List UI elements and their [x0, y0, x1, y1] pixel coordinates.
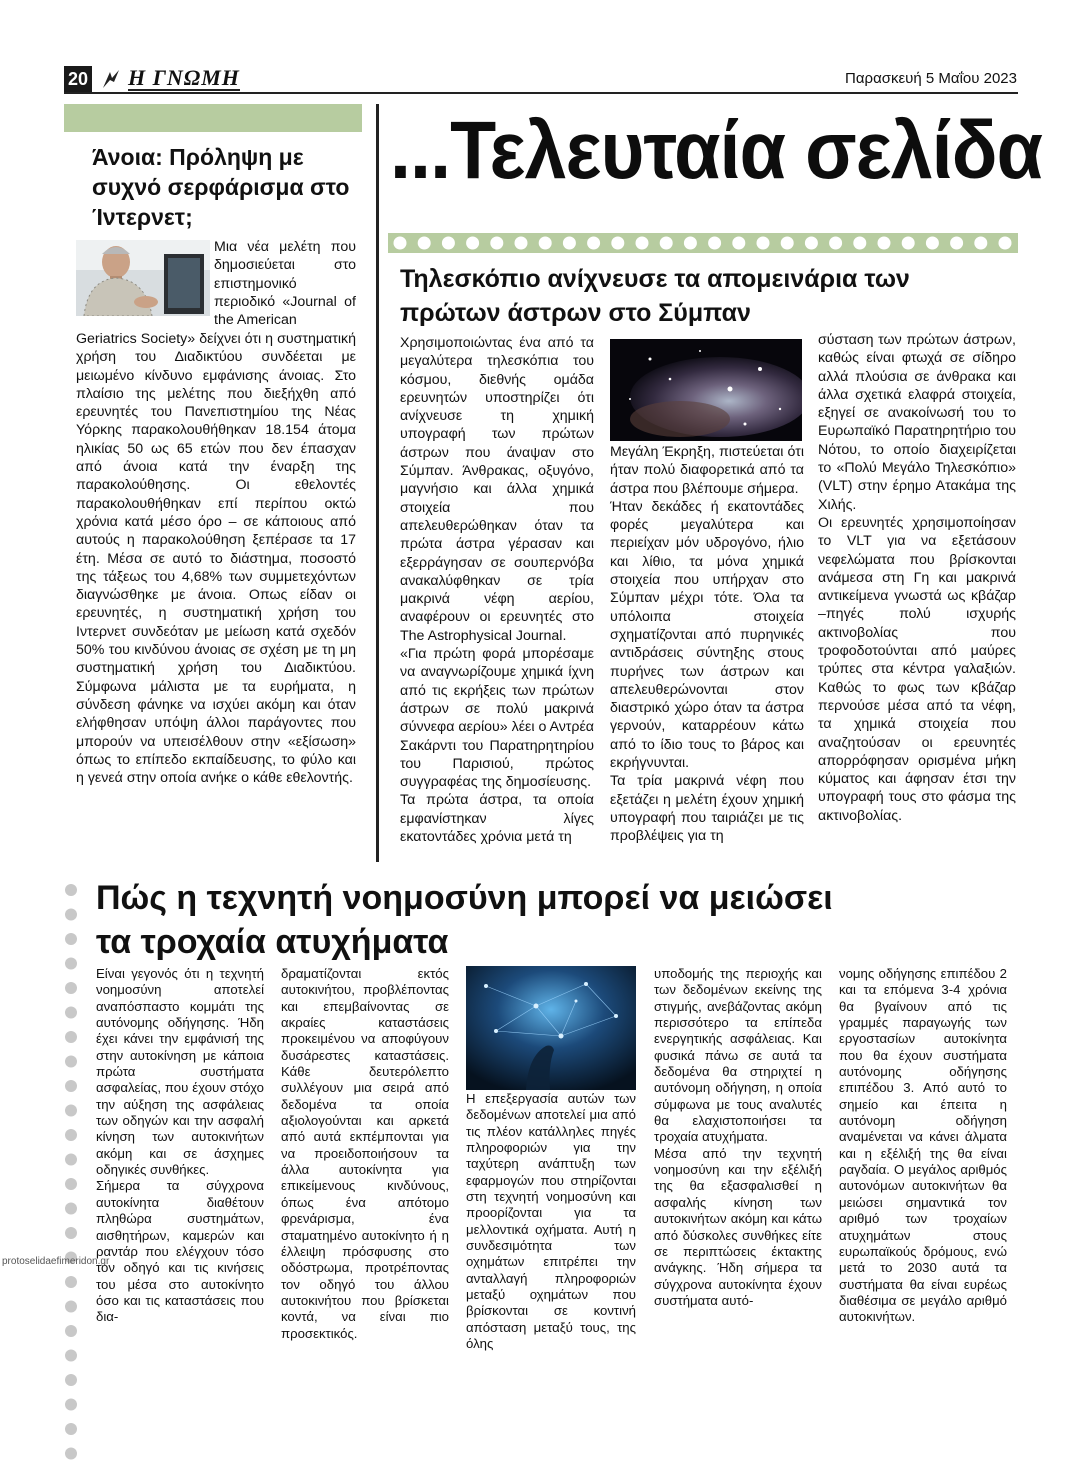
ai-network-photo [466, 966, 636, 1090]
paragraph: «Για πρώτη φορά μπορέσαμε να αναγνωρίζουμε χημικά ίχνη από τις εκρήξεις των πρώτων άστρων σε πολύ μακρινά σύννεφα αερίου» λέει ο Αντρέα Σακάρντι του Παρατηρητηρίου του Παρισιού, πρώτος συγγραφέας της δημοσίευσης. [400, 646, 594, 791]
man-at-computer-image [76, 240, 210, 316]
dementia-body-text: Geriatrics Society» δείχνει ότι η συστηματική χρήση του Διαδικτύου συνδέεται με μειωμένο κίνδυνο εμφάνισης άνοιας. Στο πλαίσιο της μελέτης που διεξήχθη από ερευνητές του Πανεπιστημίου της Νέας Υόρκης παρακολουθήθηκαν 18.154 άτομα ηλικίας 50 ως 65 ετών που δεν έπασχαν από άνοια κατά την έναρξη της παρακολούθησης. Οι εθελοντές παρακολουθήθηκαν επί περίπου οκτώ χρόνια κατά μέσο όρο – σε κάποιους από αυτούς η παρακολούθηση ξεπέρασε τα 17 έτη. Μέσα σε αυτό το διάστημα, ποσοστό της τάξεως του 4,68% των συμμετεχόντων διαγνώσθηκε με άνοια. Οπως είδαν οι ερευνητές, η συστηματική χρήση του Ιντερνετ συνδεόταν με μείωση κατά σχεδόν 50% του κινδύνου άνοιας σε σχέση με τη μη συστηματική χρήση του Διαδικτύου. Σύμφωνα μάλιστα με τα ευρήματα, η σύνδεση φάνηκε να ισχύει ακόμη και όταν ελήφθησαν υπόψη άλλοι παράγοντες που μπορούν να υπεισέλθουν στην «εξίσωση» όπως το επίπεδο εκπαίδευσης, το φύλο και η γενεά στην οποία ανήκε ο κάθε εθελοντής. [76, 331, 356, 787]
paragraph: Τα τρία μακρινά νέφη που εξετάζει η μελέτη έχουν χημική υπογραφή που ταιριάζει με τις προβλέψεις για τη [610, 773, 804, 845]
band-dot [757, 237, 770, 250]
strip-hole [65, 1325, 77, 1337]
strip-hole [65, 1080, 77, 1092]
dotted-band [388, 233, 1018, 253]
header-rule [64, 92, 1018, 94]
band-dot [660, 237, 673, 250]
band-dot [418, 237, 431, 250]
telescope-column-1 [400, 334, 594, 846]
strip-hole [65, 958, 77, 970]
band-dot [999, 237, 1012, 250]
ai-column-2 [281, 966, 449, 1342]
paragraph: Οι ερευνητές χρησιμοποίησαν το VLT για να εξετάσουν νεφελώματα που βρίσκονται ανάμεσα στη Γη και μακρινά αντικείμενα γνωστά ως κβάζαρ –πηγές πολύ ισχυρής ακτινοβολίας που τροφοδοτούνται από μαύρες τρύπες στα κέντρα γαλαξιών. Καθώς το φως των κβάζαρ περνούσε μέσα από τα νέφη, τα χημικά στοιχεία που αναζητούσαν οι ερευνητές απορρόφησαν ορισμένα μήκη κύματος και άφησαν έτσι την υπογραφή τους στο φάσμα της ακτινοβολίας. [818, 514, 1016, 824]
band-dot [587, 237, 600, 250]
ai-column-1 [96, 966, 264, 1326]
dementia-body [76, 330, 356, 787]
band-dot [539, 237, 552, 250]
band-dot [805, 237, 818, 250]
dementia-photo [76, 240, 210, 316]
ai-column-3 [466, 1091, 636, 1353]
strip-hole [65, 1276, 77, 1288]
strip-hole [65, 1423, 77, 1435]
band-dot [563, 237, 576, 250]
paragraph: Σήμερα τα σύγχρονα αυτοκίνητα διαθέτουν πληθώρα συστημάτων, αισθητήρων, καμερών και ραντάρ που ελέγχουν τόσο τον οδηγό και τις κινήσεις του μέσα στο αυτοκίνητο όσο και τις καταστάσεις που δια- [96, 1178, 264, 1325]
band-dot [853, 237, 866, 250]
section-color-bar [64, 104, 362, 132]
strip-hole [65, 1203, 77, 1215]
paragraph: Η επεξεργασία αυτών των δεδομένων αποτελεί μια από τις πλέον κατάλληλες πηγές πληροφοριών για την ταχύτερη ανάπτυξη των εφαρμογών που στηρίζονται στη τεχνητή νοημοσύνη και προορίζονται για τα μελλοντικά οχήματα. Αυτή η συνδεσιμότητα των οχημάτων επιτρέπει την ανταλλαγή πληροφοριών μεταξύ οχημάτων που βρίσκονται σε κοντινή απόσταση μεταξύ τους, της όλης [466, 1091, 636, 1352]
paragraph: Μεγάλη Έκρηξη, πιστεύεται ότι ήταν πολύ διαφορετικά από τα άστρα που βλέπουμε σήμερα. [610, 444, 804, 497]
strip-hole [65, 1178, 77, 1190]
site-watermark: protoselidaefimeridon.gr [2, 1256, 110, 1267]
paragraph: υποδομής της περιοχής και των δεδομένων εκείνης της στιγμής, ανεβάζοντας ακόμη περισσότερο τα επίπεδα ενεργητικής ασφάλειας. Και φυσικά πάνω σε αυτά τα δεδομένα θα στηριχτεί η αυτόνομη οδήγηση, η οποία σύμφωνα με τους αναλυτές θα ελαχιστοποιήσει τα τροχαία ατυχήματα. [654, 966, 822, 1145]
strip-hole [65, 884, 77, 896]
strip-hole [65, 1154, 77, 1166]
paragraph: Τα πρώτα άστρα, τα οποία εμφανίστηκαν λίγες εκατοντάδες χρόνια μετά τη [400, 792, 594, 846]
paragraph: σύσταση των πρώτων άστρων, καθώς είναι φτωχά σε σίδηρο αλλά πλούσια σε άνθρακα και άλλα σχετικά ελαφρά στοιχεία, εξηγεί σε ανακοίνωσή του το Ευρωπαϊκό Παρατηρητήριο του Νότου, το οποίο διαχειρίζεται το «Πολύ Μεγάλο Τηλεσκόπιο» (VLT) στην έρημο Ατακάμα της Χιλής. [818, 332, 1016, 513]
band-dot [684, 237, 697, 250]
dementia-headline: Άνοια: Πρόληψη με συχνό σερφάρισμα στο Ίντερνετ; [92, 144, 350, 230]
band-dot [829, 237, 842, 250]
band-dot [442, 237, 455, 250]
column-rule [376, 104, 379, 862]
paragraph: Μέσα από την τεχνητή νοημοσύνη και την εξέλιξή της θα εξασφαλισθεί η ασφαλής κίνηση των αυτοκινήτων ακόμη και κάτω από δύσκολες συνθήκες είτε σε περιπτώσεις έκτακτης ανάγκης. Ήδη σήμερα τα σύγχρονα αυτοκίνητα έχουν συστήματα αυτό- [654, 1145, 822, 1308]
paragraph: δραματίζονται εκτός αυτοκινήτου, προβλέποντας και επεμβαίνοντας σε ακραίες καταστάσεις προκειμένου να αποφύγουν δυσάρεστες καταστάσεις. Κάθε δευτερόλεπτο συλλέγουν μια σειρά από δεδομένα τα οποία αξιολογούνται και αρκετά από αυτά εκπέμπονται για να προειδοποιήσουν τα άλλα αυτοκίνητα για επικείμενους κινδύνους, όπως ένα απότομο φρενάρισμα, ένα σταματημένο αυτοκίνητο ή η έλλειψη πρόσφυσης στο οδόστρωμα, προτρέποντας τον οδηγό του άλλου αυτοκινήτου που βρίσκεται κοντά, να είναι πιο προσεκτικός. [281, 966, 449, 1341]
dementia-intro [214, 238, 356, 329]
strip-hole [65, 1105, 77, 1117]
strip-hole [65, 1031, 77, 1043]
paragraph: Είναι γεγονός ότι η τεχνητή νοημοσύνη αποτελεί αναπόσπαστο κομμάτι της αυτόνομης οδήγησης. Ήδη έχει κάνει την εμφάνισή της στην αυτοκίνηση με κάποια πρώτα συστήματα ασφαλείας, που έχουν στόχο την αύξηση της ασφάλειας των οδηγών και την ασφαλή κίνηση των αυτοκινήτων ακόμη και σε άσχημες οδηγικές συνθήκες. [96, 966, 264, 1178]
band-dot [394, 237, 407, 250]
nebula-photo [610, 339, 802, 441]
strip-hole [65, 1129, 77, 1141]
strip-hole [65, 1374, 77, 1386]
ai-column-5 [839, 966, 1007, 1326]
band-dot [490, 237, 503, 250]
page-number: 20 [64, 66, 92, 92]
strip-hole [65, 1448, 77, 1460]
ai-column-4 [654, 966, 822, 1309]
section-masthead: ...Τελευταία σελίδα [390, 105, 1043, 196]
band-dot [466, 237, 479, 250]
band-dot [974, 237, 987, 250]
band-dot [781, 237, 794, 250]
strip-hole [65, 909, 77, 921]
telescope-column-3 [818, 331, 1016, 825]
dots-decoration [388, 233, 1018, 253]
band-dot [926, 237, 939, 250]
ai-headline-line-1: Πώς η τεχνητή νοημοσύνη μπορεί να μειώσει [96, 879, 833, 917]
band-dot [636, 237, 649, 250]
telescope-column-2 [610, 443, 804, 846]
strip-hole [65, 1350, 77, 1362]
strip-hole [65, 933, 77, 945]
ai-network-image [466, 966, 636, 1090]
band-dot [950, 237, 963, 250]
strip-hole [65, 982, 77, 994]
strip-hole [65, 1227, 77, 1239]
band-dot [708, 237, 721, 250]
band-dot [515, 237, 528, 250]
nebula-image [610, 339, 802, 441]
ai-headline [96, 876, 1016, 964]
band-dot [902, 237, 915, 250]
paragraph: Χρησιμοποιώντας ένα από τα μεγαλύτερα τηλεσκόπια του κόσμου, διεθνής ομάδα ερευνητών υποστηρίζει ότι ανίχνευσε τη χημική υπογραφή των πρώτων άστρων που άναψαν στο Σύμπαν. Άνθρακας, οξυγόνο, μαγνήσιο και άλλα χημικά στοιχεία που απελευθερώθηκαν όταν τα πρώτα άστρα γέρασαν και εξερράγησαν σε σουπερνόβα ανακαλύφθηκαν σε τρία μακρινά νέφη αερίου, αναφέρουν οι ερευνητές στο The Astrophysical Journal. [400, 335, 594, 644]
newspaper-logo [100, 66, 240, 92]
issue-date: Παρασκευή 5 Μαΐου 2023 [845, 70, 1017, 87]
strip-hole [65, 1301, 77, 1313]
newspaper-name: Η ΓΝΩΜΗ [128, 65, 240, 90]
strip-holes [64, 878, 78, 1472]
paragraph: Ήταν δεκάδες ή εκατοντάδες φορές μεγαλύτερα και περιείχαν μόν υδρογόνο, ήλιο και λίθιο, τα μόνα χημικά στοιχεία που υπήρχαν στο Σύμπαν μέχρι τότε. Όλα τα υπόλοιπα στοιχεία σχηματίζονται από πυρηνικές αντιδράσεις σύντηξης στους πυρήνες των άστρων και απελευθερώνονται στον διαστρικό χώρο όταν τα άστρα γερνούν, καταρρέουν κάτω από το ίδιο τους το βάρος και εκρήγνυνται. [610, 498, 804, 772]
paragraph: νομης οδήγησης επιπέδου 2 και τα επόμενα 3-4 χρόνια θα βγαίνουν από τις γραμμές παραγωγής των εργοστασίων αυτοκίνητα που θα έχουν συστήματα αυτόνομης οδήγησης επιπέδου 3. Από αυτό το σημείο και έπειτα η αυτόνομη οδήγηση αναμένεται να κάνει άλματα και η εξέλιξή της θα είναι ραγδαία. Ο μεγάλος αριθμός αυτονόμων αυτοκινήτων θα μειώσει σημαντικά τον αριθμό των τροχαίων ατυχημάτων στους ευρωπαϊκούς δρόμους, ενώ μετά το 2030 αυτά τα συστήματα θα είναι ευρέως διαθέσιμα σε μεγάλο αριθμό αυτοκινήτων. [839, 966, 1007, 1325]
strip-hole [65, 1399, 77, 1411]
band-dot [878, 237, 891, 250]
quill-icon [100, 68, 122, 90]
dementia-intro-text: Μια νέα μελέτη που δημοσιεύεται στο επιστημονικό περιοδικό «Journal of the American [214, 239, 356, 329]
film-strip-decoration [64, 878, 78, 1472]
band-dot [732, 237, 745, 250]
strip-hole [65, 1007, 77, 1019]
telescope-headline: Τηλεσκόπιο ανίχνευσε τα απομεινάρια των πρώτων άστρων στο Σύμπαν [400, 265, 910, 327]
ai-headline-line-2: τα τροχαία ατυχήματα [96, 923, 449, 961]
strip-hole [65, 1056, 77, 1068]
band-dot [611, 237, 624, 250]
